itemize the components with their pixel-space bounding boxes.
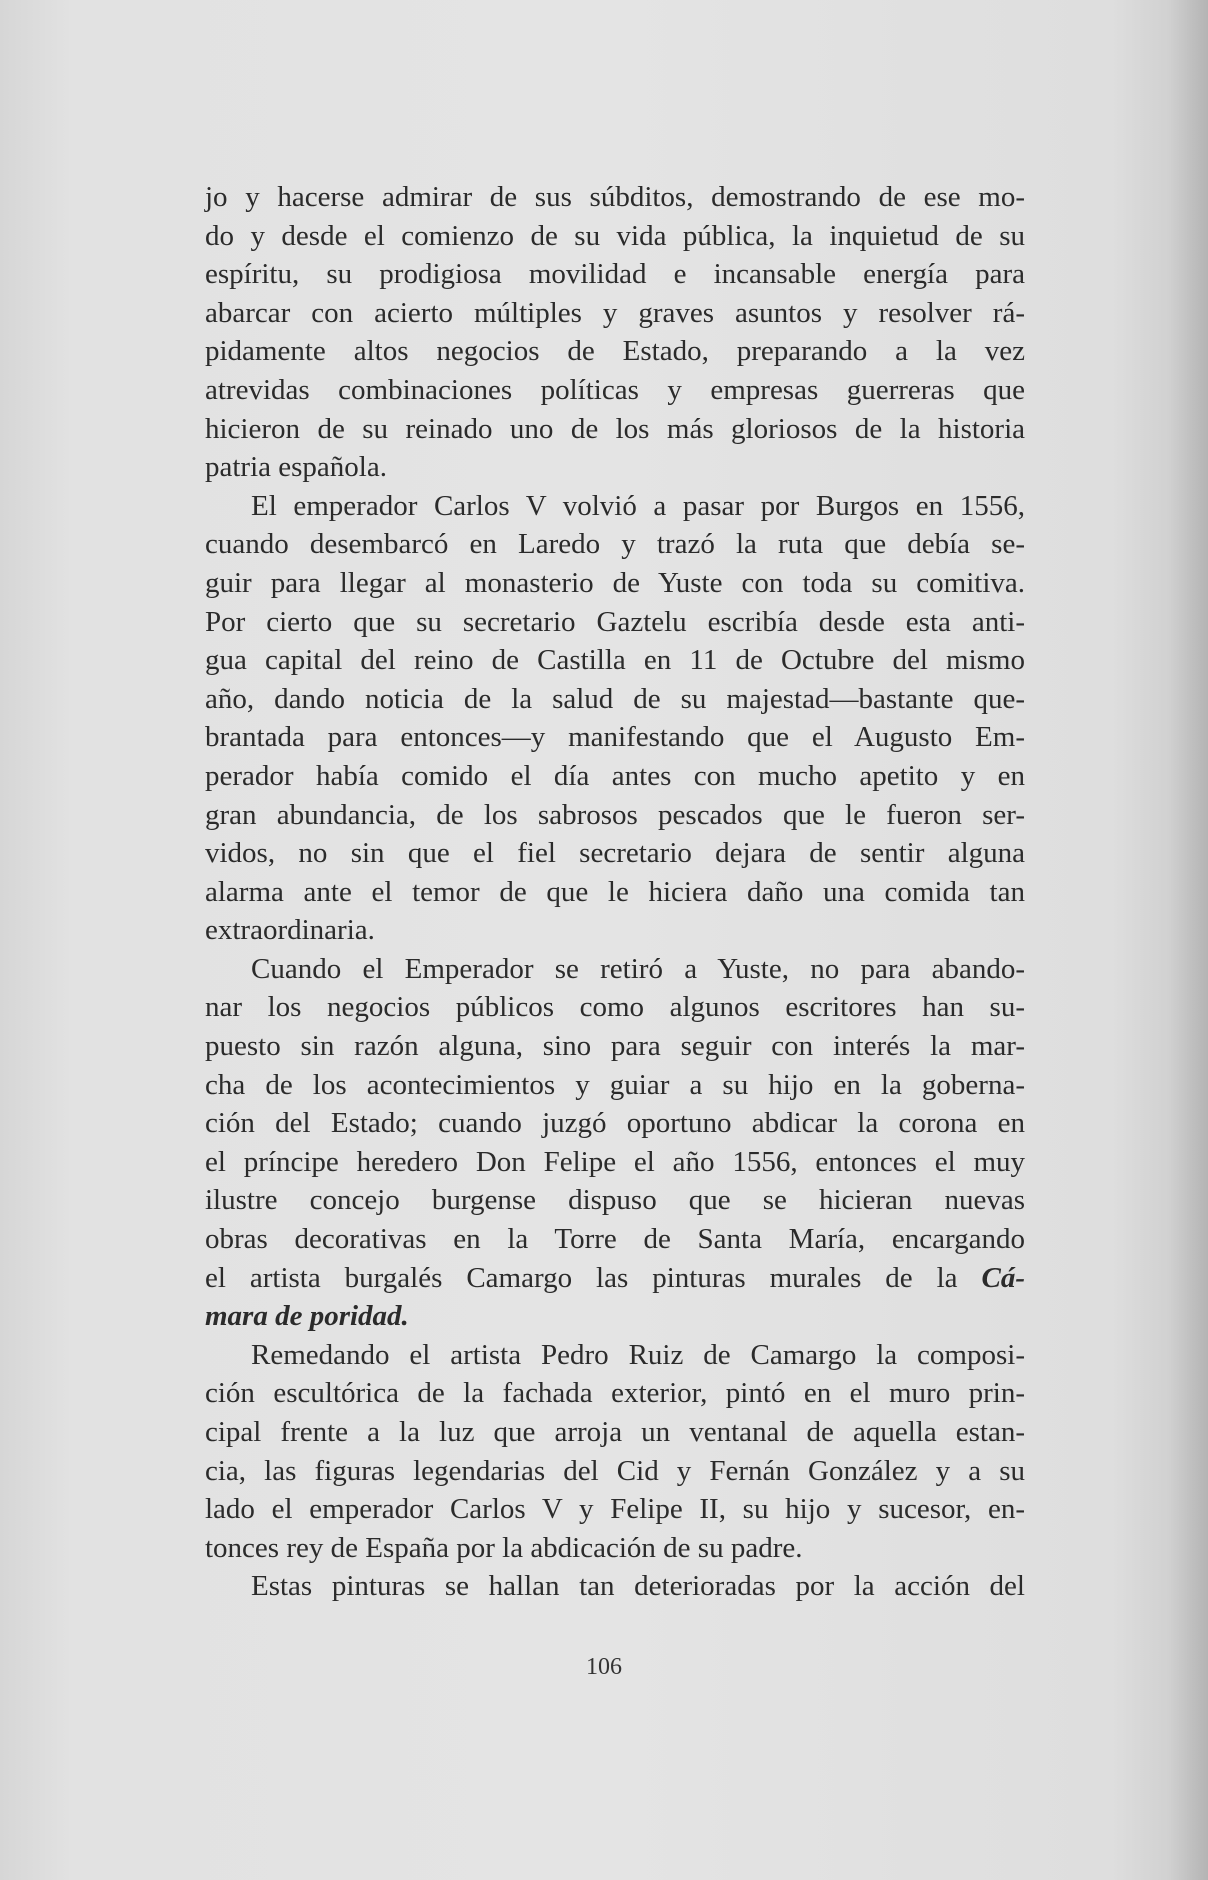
text-line: patria española. — [205, 451, 387, 484]
text-line: Estas pinturas se hallan tan deterioradas por la acción del — [251, 1570, 1025, 1603]
text-line: tonces rey de España por la abdicación de su padre. — [205, 1531, 803, 1564]
text-line: guir para llegar al monasterio de Yuste con toda su comitiva. — [205, 566, 1025, 599]
text-line-main: el artista burgalés Camargo las pinturas murales de la — [205, 1261, 958, 1294]
text-line: cuando desembarcó en Laredo y trazó la ruta que debía se- — [205, 528, 1025, 561]
text-line: cipal frente a la luz que arroja un ventanal de aquella estan- — [205, 1416, 1025, 1448]
text-line: El emperador Carlos V volvió a pasar por Burgos en 1556, — [251, 489, 1025, 522]
paragraph-4 — [205, 1336, 1025, 1568]
paragraph-2 — [205, 487, 1025, 950]
text-line: extraordinaria. — [205, 914, 375, 947]
text-line: Remedando el artista Pedro Ruiz de Camargo la composi- — [251, 1338, 1025, 1371]
text-line: do y desde el comienzo de su vida pública, la inquietud de su — [205, 219, 1025, 252]
text-line: gran abundancia, de los sabrosos pescados que le fueron ser- — [205, 798, 1025, 831]
text-line: año, dando noticia de la salud de su majestad—bastante que- — [205, 682, 1025, 715]
text-line: Cuando el Emperador se retiró a Yuste, no para abando- — [251, 952, 1025, 985]
body-text — [205, 178, 1025, 1606]
text-line: ilustre concejo burgense dispuso que se hicieran nuevas — [205, 1184, 1025, 1217]
text-line: lado el emperador Carlos V y Felipe II, su hijo y sucesor, en- — [205, 1493, 1025, 1526]
text-line — [205, 1297, 1025, 1336]
page-edge-shadow — [1168, 0, 1208, 1880]
italic-term: mara de poridad. — [205, 1300, 409, 1333]
text-line: puesto sin razón alguna, sino para seguir con interés la mar- — [205, 1030, 1025, 1063]
text-line: atrevidas combinaciones políticas y empresas guerreras que — [205, 373, 1025, 406]
paragraph-3 — [205, 950, 1025, 1336]
text-line: gua capital del reino de Castilla en 11 de Octubre del mismo — [205, 644, 1025, 677]
paragraph-1 — [205, 178, 1025, 487]
text-line: cia, las figuras legendarias del Cid y Fernán González y a su — [205, 1454, 1025, 1487]
text-line: abarcar con acierto múltiples y graves asuntos y resolver rá- — [205, 296, 1025, 329]
text-line: pidamente altos negocios de Estado, preparando a la vez — [205, 335, 1025, 368]
text-line: nar los negocios públicos como algunos escritores han su- — [205, 991, 1025, 1024]
text-line: espíritu, su prodigiosa movilidad e incansable energía para — [205, 258, 1025, 291]
text-line: brantada para entonces—y manifestando que el Augusto Em- — [205, 721, 1025, 754]
text-line — [205, 1259, 1025, 1298]
text-line: Por cierto que su secretario Gaztelu escribía desde esta anti- — [205, 605, 1025, 638]
text-line: obras decorativas en la Torre de Santa María, encargando — [205, 1223, 1025, 1256]
italic-term: Cá- — [981, 1261, 1026, 1294]
text-line: hicieron de su reinado uno de los más gloriosos de la historia — [205, 412, 1025, 445]
text-line: vidos, no sin que el fiel secretario dejara de sentir alguna — [205, 837, 1025, 870]
text-line: ción escultórica de la fachada exterior, pintó en el muro prin- — [205, 1377, 1025, 1410]
text-line: alarma ante el temor de que le hiciera daño una comida tan — [205, 875, 1025, 908]
page-number: 106 — [586, 1654, 622, 1680]
text-line: cha de los acontecimientos y guiar a su hijo en la goberna- — [205, 1068, 1025, 1101]
paragraph-5 — [205, 1567, 1025, 1606]
text-line: perador había comido el día antes con mucho apetito y en — [205, 759, 1025, 792]
text-line: ción del Estado; cuando juzgó oportuno abdicar la corona en — [205, 1107, 1025, 1140]
text-line: el príncipe heredero Don Felipe el año 1556, entonces el muy — [205, 1145, 1025, 1178]
text-line: jo y hacerse admirar de sus súbditos, demostrando de ese mo- — [205, 181, 1025, 213]
